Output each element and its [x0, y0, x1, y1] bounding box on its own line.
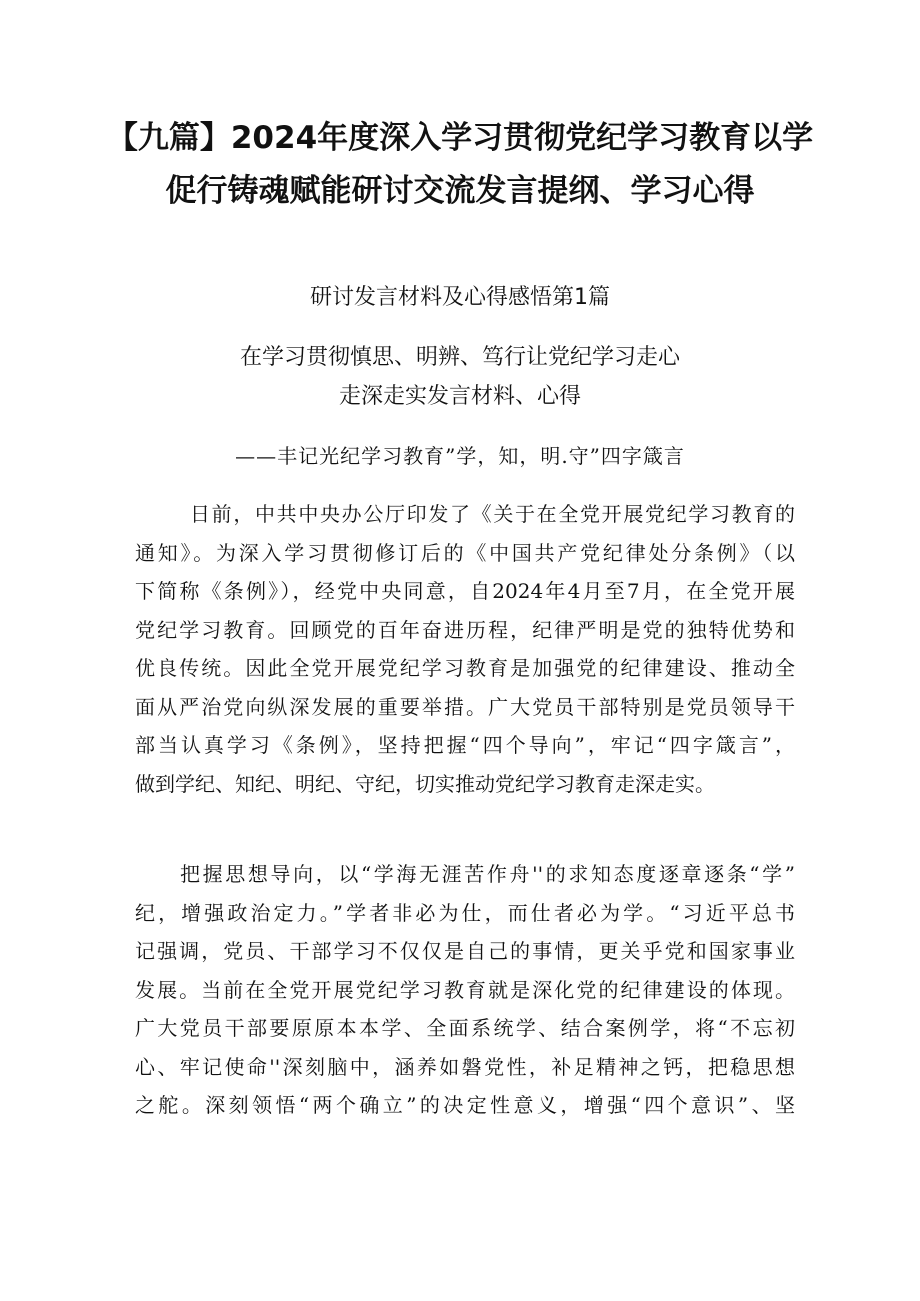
document-title-line-2: 促行铸魂赋能研讨交流发言提纲、学习心得 — [165, 173, 755, 209]
paragraph-line: 下简称《条例》），经党中央同意，自2024年4月至7月，在全党开展 — [135, 579, 795, 603]
paragraph-line: 之舵。深刻领悟“两个确立”的决定性意义，增强“四个意识”、坚 — [135, 1093, 795, 1117]
paragraph-line: 做到学纪、知纪、明纪、守纪，切实推动党纪学习教育走深走实。 — [135, 771, 715, 796]
paragraph-line: 优良传统。因此全党开展党纪学习教育是加强党的纪律建设、推动全 — [135, 656, 795, 680]
paragraph-line: 面从严治党向纵深发展的重要举措。广大党员干部特别是党员领导干 — [135, 694, 795, 719]
paragraph-line: 日前，中共中央办公厅印发了《关于在全党开展党纪学习教育的 — [190, 502, 795, 526]
paragraph-line: 心、牢记使命''深刻脑中，涵养如磐党性，补足精神之钙，把稳思想 — [135, 1054, 795, 1079]
article-title-line-2: 走深走实发言材料、心得 — [338, 384, 581, 409]
document-title-line-1: 【九篇】2024年度深入学习贯彻党纪学习教育以学 — [106, 120, 814, 156]
article-title-line-1: 在学习贯彻慎思、明辨、笃行让党纪学习走心 — [239, 345, 680, 370]
section-heading: 研讨发言材料及心得感悟第1篇 — [310, 285, 610, 310]
paragraph-line: 通知》。为深入学习贯彻修订后的《中国共产党纪律处分条例》（以 — [135, 540, 795, 565]
paragraph-line: 部当认真学习《条例》，坚持把握“四个导向”，牢记“四字箴言”， — [135, 733, 795, 757]
paragraph-line: 纪，增强政治定力。”学者非必为仕，而仕者必为学。“习近平总书 — [135, 900, 795, 925]
paragraph-1 — [135, 495, 795, 803]
article-byline: ——丰记光纪学习教育”学，知，明.守”四字箴言 — [235, 444, 685, 468]
paragraph-line: 把握思想导向，以“学海无涯苦作舟''的求知态度逐章逐条“学” — [180, 862, 795, 886]
paragraph-line: 广大党员干部要原原本本学、全面系统学、结合案例学，将“不忘初 — [135, 1016, 795, 1040]
paragraph-line: 发展。当前在全党开展党纪学习教育就是深化党的纪律建设的体现。 — [135, 977, 795, 1002]
paragraph-line: 党纪学习教育。回顾党的百年奋进历程，纪律严明是党的独特优势和 — [135, 617, 795, 642]
paragraph-2 — [135, 855, 795, 1125]
paragraph-line: 记强调，党员、干部学习不仅仅是自己的事情，更关乎党和国家事业 — [135, 939, 795, 963]
